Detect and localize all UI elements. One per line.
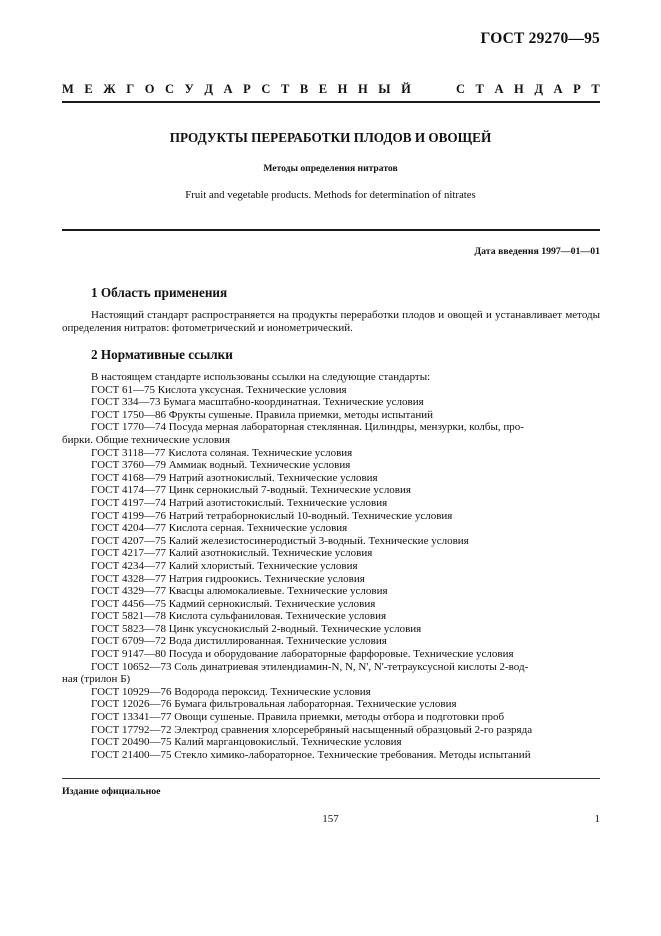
interstate-word2-letter: Т — [475, 82, 484, 96]
reference-code: ГОСТ 17792—72 — [91, 723, 172, 736]
reference-item — [62, 484, 600, 497]
reference-title: Натрий азотистокислый. Технические условия — [168, 496, 388, 509]
reference-title: Калий хлористый. Технические условия — [168, 559, 358, 572]
reference-title: Кислота серная. Технические условия — [168, 522, 348, 535]
interstate-word1-letter: С — [165, 82, 175, 96]
reference-title: Посуда мерная лабораторная стеклянная. Цилиндры, мензурки, колбы, про- — [168, 421, 524, 434]
reference-item — [62, 472, 600, 485]
interstate-word1-letter: Ы — [378, 82, 391, 96]
reference-code: ГОСТ 3760—79 — [91, 459, 166, 472]
reference-item — [62, 573, 600, 586]
reference-code: ГОСТ 4174—77 — [91, 484, 166, 497]
reference-code: ГОСТ 21400—75 — [91, 748, 172, 761]
document-code: ГОСТ 29270—95 — [480, 30, 600, 47]
official-edition-label: Издание официальное — [62, 786, 161, 797]
section-2-heading: 2 Нормативные ссылки — [91, 347, 233, 362]
reference-item — [62, 610, 600, 623]
reference-title: Натрий тетраборнокислый 10-водный. Технические условия — [168, 509, 453, 522]
reference-item — [62, 421, 600, 434]
interstate-word2-letter: Т — [591, 82, 600, 96]
page-number: 157 — [322, 813, 339, 825]
section-1-heading: 1 Область применения — [91, 285, 228, 300]
reference-title: Калий азотнокислый. Технические условия — [168, 547, 373, 560]
interstate-word1-letter: С — [261, 82, 271, 96]
reference-code: ГОСТ 9147—80 — [91, 648, 166, 661]
reference-title: Аммиак водный. Технические условия — [168, 459, 351, 472]
interstate-word1-letter: Й — [401, 82, 411, 96]
reference-item — [62, 497, 600, 510]
reference-code: ГОСТ 12026—76 — [91, 698, 172, 711]
section-1-text — [62, 309, 600, 335]
reference-title: Кислота сульфаниловая. Технические условия — [168, 610, 387, 623]
reference-title: Цинк уксуснокислый 2-водный. Технические условия — [168, 622, 422, 635]
reference-item — [62, 510, 600, 523]
reference-code: ГОСТ 6709—72 — [91, 635, 166, 648]
reference-title-continuation: бирки. Общие технические условия — [62, 433, 231, 446]
reference-item — [62, 560, 600, 573]
reference-item — [62, 635, 600, 648]
reference-code: ГОСТ 10652—73 — [91, 660, 172, 673]
reference-item — [62, 585, 600, 598]
reference-title: Фрукты сушеные. Правила приемки, методы испытаний — [168, 408, 434, 421]
reference-item — [62, 396, 600, 409]
reference-code: ГОСТ 4329—77 — [91, 585, 166, 598]
reference-title: Бумага фильтровальная лабораторная. Технические условия — [174, 698, 457, 711]
reference-code: ГОСТ 1750—86 — [91, 408, 166, 421]
reference-title: Вода дистиллированная. Технические условия — [168, 635, 387, 648]
english-title: Fruit and vegetable products. Methods for determination of nitrates — [185, 189, 476, 201]
header-rule — [62, 101, 600, 103]
document-title: ПРОДУКТЫ ПЕРЕРАБОТКИ ПЛОДОВ И ОВОЩЕЙ — [169, 130, 492, 145]
interstate-word1-letter: В — [299, 82, 309, 96]
reference-code: ГОСТ 5821—78 — [91, 610, 166, 623]
reference-item — [62, 522, 600, 535]
reference-code: ГОСТ 4456—75 — [91, 597, 166, 610]
reference-code: ГОСТ 4328—77 — [91, 572, 166, 585]
sheet-number: 1 — [594, 813, 600, 825]
reference-item — [62, 447, 600, 460]
reference-item — [62, 648, 600, 661]
reference-item — [62, 711, 600, 724]
reference-code: ГОСТ 4168—79 — [91, 471, 166, 484]
reference-title: Калий железистосинеродистый 3-водный. Технические условия — [168, 534, 469, 547]
reference-item — [62, 698, 600, 711]
reference-code: ГОСТ 4204—77 — [91, 522, 166, 535]
reference-code: ГОСТ 20490—75 — [91, 736, 172, 749]
reference-title: Электрод сравнения хлорсеребряный насыщенный образцовый 2-го разряда — [174, 723, 533, 736]
interstate-word1-letter: А — [223, 82, 233, 96]
reference-title: Натрий азотнокислый. Технические условия — [168, 471, 378, 484]
interstate-standard-banner — [62, 82, 600, 97]
interstate-word1-letter: Р — [243, 82, 251, 96]
references-list — [62, 371, 600, 761]
interstate-word1-letter: О — [144, 82, 155, 96]
reference-code: ГОСТ 4234—77 — [91, 559, 166, 572]
reference-code: ГОСТ 1770—74 — [91, 421, 166, 434]
reference-title: Бумага масштабно-координатная. Технические условия — [163, 396, 424, 409]
interstate-word2-letter: А — [553, 82, 563, 96]
reference-title: Соль динатриевая этилендиамин-N, N, N', N'-тетрауксусной кислоты 2-вод- — [174, 660, 529, 673]
title-rule — [62, 229, 600, 231]
reference-title: Водорода пероксид. Технические условия — [174, 685, 371, 698]
reference-title: Калий марганцовокислый. Технические условия — [174, 736, 402, 749]
interstate-word1-letter: М — [62, 82, 74, 96]
reference-title: Кадмий сернокислый. Технические условия — [168, 597, 376, 610]
interstate-word2-letter: С — [455, 82, 465, 96]
interstate-word2-letter: Д — [534, 82, 543, 96]
interstate-word1-letter: Г — [126, 82, 135, 96]
section-1-paragraph: Настоящий стандарт распространяется на продукты переработки плодов и овощей и устанавливает методы определения нитратов: фотометрический и ионометрический. — [62, 309, 600, 335]
reference-item — [62, 724, 600, 737]
reference-item — [62, 598, 600, 611]
reference-code: ГОСТ 3118—77 — [91, 446, 166, 459]
document-subtitle: Методы определения нитратов — [263, 163, 398, 174]
reference-code: ГОСТ 4199—76 — [91, 509, 166, 522]
interstate-word1-letter: Е — [84, 82, 93, 96]
reference-code: ГОСТ 334—73 — [91, 396, 161, 409]
reference-title-continuation: ная (трилон Б) — [62, 673, 131, 686]
reference-item — [62, 384, 600, 397]
interstate-word1-letter: У — [184, 82, 194, 96]
banner-gap — [421, 82, 445, 97]
reference-item — [62, 535, 600, 548]
interstate-word1-letter: Е — [318, 82, 328, 96]
reference-code: ГОСТ 61—75 — [91, 383, 155, 396]
interstate-word2-letter: Н — [514, 82, 524, 96]
reference-title: Посуда и оборудование лабораторные фарфоровые. Технические условия — [168, 648, 514, 661]
reference-item — [62, 686, 600, 699]
interstate-word1-letter: Т — [280, 82, 290, 96]
reference-code: ГОСТ 10929—76 — [91, 685, 172, 698]
interstate-word1-letter: Ж — [103, 82, 116, 96]
reference-item — [62, 409, 600, 422]
reference-title: Овощи сушеные. Правила приемки, методы отбора и подготовки проб — [174, 711, 505, 724]
reference-title: Натрия гидроокись. Технические условия — [168, 572, 365, 585]
reference-title: Стекло химико-лабораторное. Технические требования. Методы испытаний — [174, 748, 531, 761]
reference-code: ГОСТ 4197—74 — [91, 496, 166, 509]
reference-title: Цинк сернокислый 7-водный. Технические условия — [168, 484, 411, 497]
interstate-word1-letter: Н — [357, 82, 368, 96]
reference-item — [62, 661, 600, 674]
references-intro: В настоящем стандарте использованы ссылки на следующие стандарты: — [91, 371, 431, 383]
interstate-word1-letter: Д — [204, 82, 213, 96]
reference-item — [62, 623, 600, 636]
reference-title: Кислота уксусная. Технические условия — [157, 383, 347, 396]
reference-code: ГОСТ 13341—77 — [91, 711, 172, 724]
interstate-word2-letter: А — [494, 82, 504, 96]
reference-code: ГОСТ 4217—77 — [91, 547, 166, 560]
reference-item — [62, 736, 600, 749]
reference-code: ГОСТ 4207—75 — [91, 534, 166, 547]
interstate-word2-letter: Р — [573, 82, 581, 96]
reference-title: Кислота соляная. Технические условия — [168, 446, 353, 459]
introduction-date: Дата введения 1997—01—01 — [474, 246, 600, 257]
footer-rule — [62, 778, 600, 779]
reference-item — [62, 547, 600, 560]
reference-item — [62, 459, 600, 472]
reference-item — [62, 749, 600, 762]
reference-code: ГОСТ 5823—78 — [91, 622, 166, 635]
interstate-word1-letter: Н — [337, 82, 348, 96]
reference-title: Квасцы алюмокалиевые. Технические условия — [168, 585, 388, 598]
